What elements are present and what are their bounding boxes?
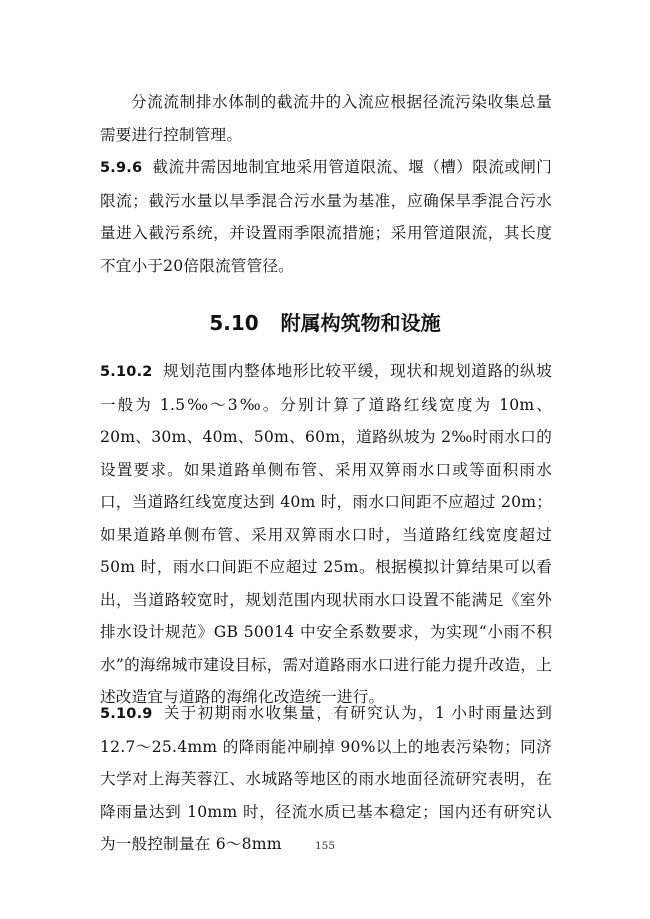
section-number: 5.10 [209,311,259,335]
page-number: 155 [314,840,336,852]
paragraph-intercepting-well-inflow [100,86,552,151]
clause-number: 5.10.2 [100,364,153,380]
clause-text: 规划范围内整体地形比较平缓，现状和规划道路的纵坡一般为 1.5‰～3‰。分别计算了道路红线宽度为 10m、20m、30m、40m、50m、60m，道路纵坡为 2‰时雨水口的设置要求。如果道路单侧布管、采用双箅雨水口或等面积雨水口，当道路红线宽度达到 40m 时，雨水口间距不应超过 20m；如果道路单侧布管、采用双箅雨水口时，当道路红线宽度超过 50m 时，雨水口间距不应超过 25m。根据模拟计算结果可以看出，当道路较宽时，规划范围内现状雨水口设置不能满足《室外排水设计规范》GB 50014 中安全系数要求，为实现“小雨不积水”的海绵城市建设目标，需对道路雨水口进行能力提升改造，上述改造宜与道路的海绵化改造统一进行。 [100,362,552,706]
clause-text: 截流井需因地制宜地采用管道限流、堰（槽）限流或闸门限流；截污水量以旱季混合污水量为基准，应确保旱季混合污水量进入截污系统，并设置雨季限流措施；采用管道限流，其长度不宜小于20倍限流管管径。 [100,158,552,275]
clause-number: 5.10.9 [100,706,153,722]
clause-number: 5.9.6 [100,160,143,176]
paragraph-text: 分流流制排水体制的截流井的入流应根据径流污染收集总量需要进行控制管理。 [100,93,552,144]
clause-5-9-6 [100,151,552,282]
clause-5-10-2 [100,355,552,714]
section-heading-5-10 [0,306,650,340]
clause-5-10-9 [100,697,552,861]
clause-text: 关于初期雨水收集量，有研究认为，1 小时雨量达到 12.7～25.4mm 的降雨能冲刷掉 90%以上的地表污染物；同济大学对上海芙蓉江、水城路等地区的雨水地面径流研究表明，在降雨量达到 10mm 时，径流水质已基本稳定；国内还有研究认为一般控制量在 6～8mm [100,704,552,853]
section-title: 附属构筑物和设施 [280,311,441,335]
